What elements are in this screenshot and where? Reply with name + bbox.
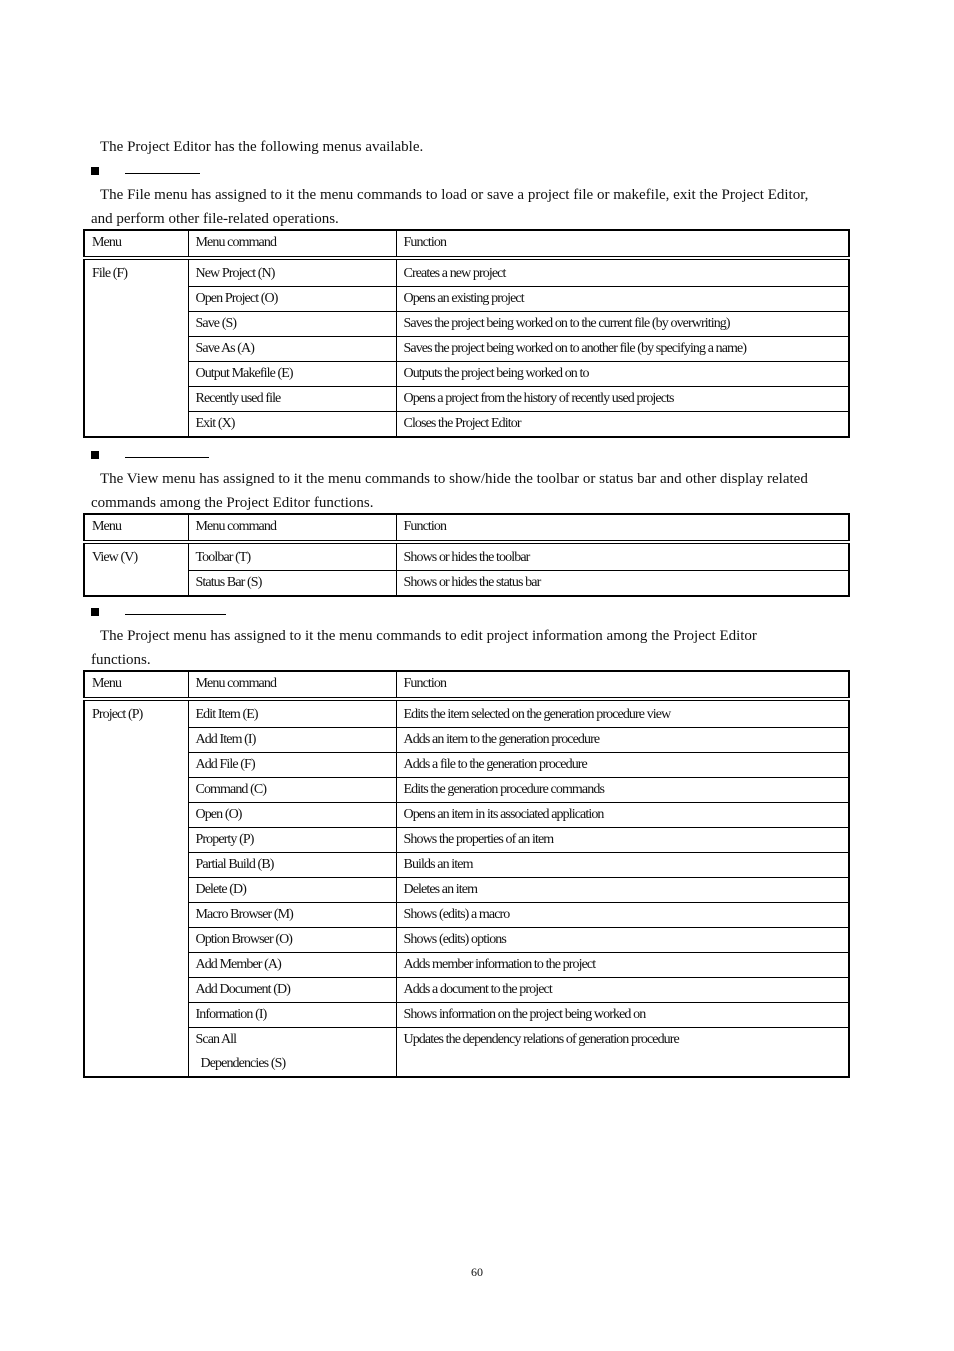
header-function: Function: [396, 671, 849, 699]
function-cell: Deletes an item: [396, 878, 849, 903]
command-cell: Information (I): [188, 1003, 396, 1028]
menu-name-cell: Project (P): [84, 699, 188, 1077]
command-cell: Macro Browser (M): [188, 903, 396, 928]
table-row: [84, 387, 849, 412]
view-section-description: The View menu has assigned to it the menu commands to show/hide the toolbar or status bar and other display related commands among the Project Editor functions.: [91, 471, 808, 511]
function-cell: Edits the generation procedure commands: [396, 778, 849, 803]
command-cell: Scan All Dependencies (S): [188, 1028, 396, 1078]
header-menu-command: Menu command: [188, 514, 396, 542]
command-cell: Delete (D): [188, 878, 396, 903]
command-cell: Partial Build (B): [188, 853, 396, 878]
table-row: [84, 337, 849, 362]
table-row: [84, 803, 849, 828]
table-row: [84, 312, 849, 337]
table-row: [84, 412, 849, 438]
command-cell: Recently used file: [188, 387, 396, 412]
table-row: [84, 753, 849, 778]
table-row: [84, 853, 849, 878]
function-cell: Updates the dependency relations of generation procedure: [396, 1028, 849, 1078]
table-row: [84, 903, 849, 928]
heading-underline: [125, 173, 200, 174]
function-cell: Opens an existing project: [396, 287, 849, 312]
header-menu-command: Menu command: [188, 230, 396, 258]
function-cell: Opens a project from the history of recently used projects: [396, 387, 849, 412]
command-cell: Exit (X): [188, 412, 396, 438]
function-cell: Adds an item to the generation procedure: [396, 728, 849, 753]
table-row: [84, 878, 849, 903]
function-cell: Shows or hides the toolbar: [396, 542, 849, 571]
command-cell: Output Makefile (E): [188, 362, 396, 387]
table-row: [84, 953, 849, 978]
command-cell: Open Project (O): [188, 287, 396, 312]
heading-underline: [125, 457, 209, 458]
table-row: [84, 1028, 849, 1078]
view-menu-table: [83, 513, 850, 597]
menu-name-cell: File (F): [84, 258, 188, 437]
command-cell: Edit Item (E): [188, 699, 396, 728]
page-number: 60: [471, 1265, 483, 1279]
header-menu: Menu: [84, 230, 188, 258]
command-cell: Option Browser (O): [188, 928, 396, 953]
project-section-description: The Project menu has assigned to it the menu commands to edit project information among the Project Editor functions.: [91, 628, 757, 668]
function-cell: Saves the project being worked on to the current file (by overwriting): [396, 312, 849, 337]
command-cell: Add Document (D): [188, 978, 396, 1003]
file-section-description: The File menu has assigned to it the menu commands to load or save a project file or makefile, exit the Project Editor, and perform other file-related operations.: [91, 187, 809, 227]
command-cell: Add File (F): [188, 753, 396, 778]
table-row: [84, 571, 849, 597]
function-cell: Outputs the project being worked on to: [396, 362, 849, 387]
function-cell: Shows (edits) options: [396, 928, 849, 953]
function-cell: Shows or hides the status bar: [396, 571, 849, 597]
table-row: [84, 978, 849, 1003]
command-cell: Save As (A): [188, 337, 396, 362]
table-row: [84, 258, 849, 287]
menu-name-cell: View (V): [84, 542, 188, 596]
command-cell: Toolbar (T): [188, 542, 396, 571]
command-cell: New Project (N): [188, 258, 396, 287]
table-row: [84, 928, 849, 953]
table-row: [84, 362, 849, 387]
table-row: [84, 828, 849, 853]
function-cell: Saves the project being worked on to another file (by specifying a name): [396, 337, 849, 362]
header-function: Function: [396, 514, 849, 542]
function-cell: Creates a new project: [396, 258, 849, 287]
square-bullet-icon: [91, 451, 99, 459]
table-header-row: [84, 514, 849, 542]
command-cell: Save (S): [188, 312, 396, 337]
header-menu: Menu: [84, 514, 188, 542]
function-cell: Closes the Project Editor: [396, 412, 849, 438]
command-cell: Command (C): [188, 778, 396, 803]
header-menu-command: Menu command: [188, 671, 396, 699]
project-menu-table: [83, 670, 850, 1078]
table-header-row: [84, 230, 849, 258]
function-cell: Opens an item in its associated application: [396, 803, 849, 828]
table-header-row: [84, 671, 849, 699]
square-bullet-icon: [91, 167, 99, 175]
file-menu-table: [83, 229, 850, 438]
table-row: [84, 1003, 849, 1028]
function-cell: Shows the properties of an item: [396, 828, 849, 853]
function-cell: Shows (edits) a macro: [396, 903, 849, 928]
header-menu: Menu: [84, 671, 188, 699]
command-cell: Status Bar (S): [188, 571, 396, 597]
function-cell: Shows information on the project being worked on: [396, 1003, 849, 1028]
table-row: [84, 728, 849, 753]
command-cell: Property (P): [188, 828, 396, 853]
table-row: [84, 778, 849, 803]
header-function: Function: [396, 230, 849, 258]
function-cell: Adds member information to the project: [396, 953, 849, 978]
command-cell: Add Item (I): [188, 728, 396, 753]
function-cell: Adds a file to the generation procedure: [396, 753, 849, 778]
function-cell: Adds a document to the project: [396, 978, 849, 1003]
table-row: [84, 699, 849, 728]
table-row: [84, 542, 849, 571]
table-row: [84, 287, 849, 312]
function-cell: Edits the item selected on the generation procedure view: [396, 699, 849, 728]
intro-text: The Project Editor has the following menus available.: [100, 139, 424, 155]
command-cell: Open (O): [188, 803, 396, 828]
square-bullet-icon: [91, 608, 99, 616]
heading-underline: [125, 614, 226, 615]
function-cell: Builds an item: [396, 853, 849, 878]
command-cell: Add Member (A): [188, 953, 396, 978]
